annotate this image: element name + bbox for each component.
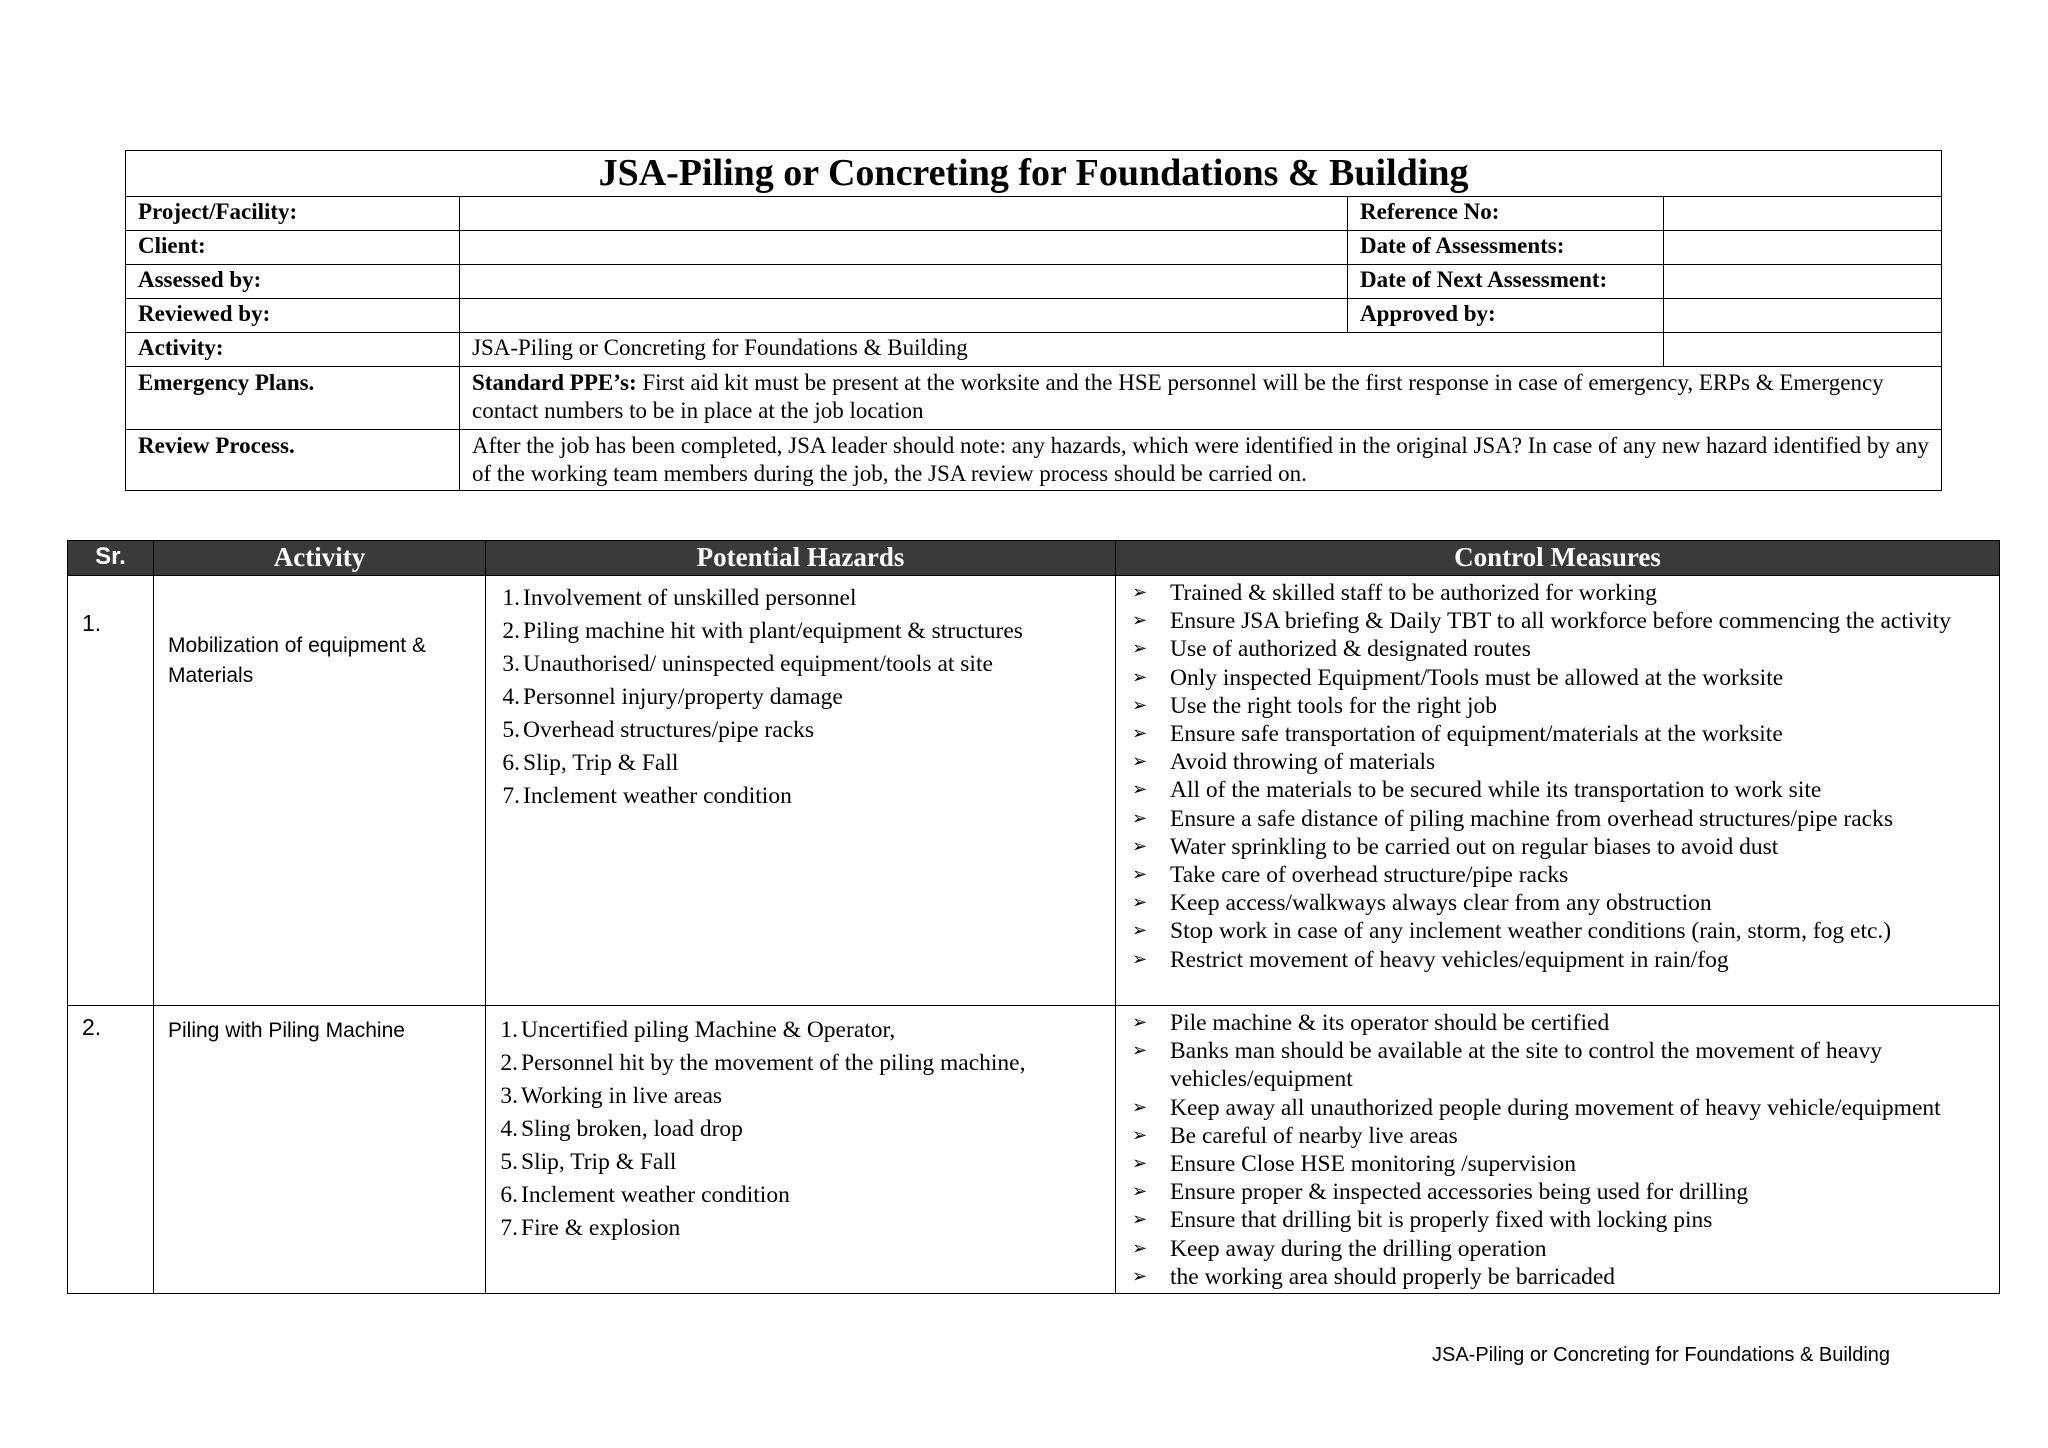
reviewed-by-label: Reviewed by:	[126, 299, 460, 333]
control-item: ➢ Ensure proper & inspected accessories being used for drilling	[1126, 1178, 1989, 1206]
control-list	[1126, 579, 1989, 974]
control-item: ➢ Stop work in case of any inclement weather conditions (rain, storm, fog etc.)	[1126, 917, 1989, 945]
arrow-bullet-icon: ➢	[1132, 638, 1148, 660]
arrow-bullet-icon: ➢	[1132, 1181, 1148, 1203]
hazard-item: 2. Personnel hit by the movement of the piling machine,	[500, 1050, 1026, 1076]
arrow-bullet-icon: ➢	[1132, 779, 1148, 801]
col-header-hazards: Potential Hazards	[486, 541, 1116, 576]
control-item: ➢ Ensure a safe distance of piling machine from overhead structures/pipe racks	[1126, 805, 1989, 833]
control-item: ➢ Use of authorized & designated routes	[1126, 635, 1989, 663]
control-item: ➢ Ensure Close HSE monitoring /supervision	[1126, 1150, 1989, 1178]
project-value	[460, 197, 1348, 231]
arrow-bullet-icon: ➢	[1132, 1237, 1148, 1259]
arrow-bullet-icon: ➢	[1132, 1040, 1148, 1062]
control-item: ➢ Use the right tools for the right job	[1126, 692, 1989, 720]
hazard-item: 5. Slip, Trip & Fall	[500, 1149, 677, 1175]
reviewed-by-value	[460, 299, 1348, 333]
control-item: ➢ Be careful of nearby live areas	[1126, 1122, 1989, 1150]
col-header-activity: Activity	[154, 541, 486, 576]
control-item: ➢ Avoid throwing of materials	[1126, 748, 1989, 776]
arrow-bullet-icon: ➢	[1132, 666, 1148, 688]
emergency-plans-text: First aid kit must be present at the worksite and the HSE personnel will be the first response in case of emergency, ERPs & Emergency contact numbers to be in place at the job location	[472, 370, 1884, 423]
control-item: ➢ the working area should properly be barricaded	[1126, 1263, 1989, 1291]
review-process-value: After the job has been completed, JSA leader should note: any hazards, which were identified in the original JSA? In case of any new hazard identified by any of the working team members during the job, the JSA review process should be carried on.	[460, 430, 1942, 491]
client-value	[460, 231, 1348, 265]
arrow-bullet-icon: ➢	[1132, 694, 1148, 716]
col-header-sr: Sr.	[68, 541, 154, 576]
activity-label: Activity:	[126, 333, 460, 367]
arrow-bullet-icon: ➢	[1132, 1209, 1148, 1231]
hazard-item: 4. Personnel injury/property damage	[502, 684, 843, 710]
row-sr-number: 2.	[68, 1006, 154, 1294]
table-row	[68, 1006, 2000, 1294]
arrow-bullet-icon: ➢	[1132, 948, 1148, 970]
row-controls	[1116, 576, 2000, 1006]
control-item: ➢ Water sprinkling to be carried out on regular biases to avoid dust	[1126, 833, 1989, 861]
arrow-bullet-icon: ➢	[1132, 1153, 1148, 1175]
hazard-item: 3. Working in live areas	[500, 1083, 723, 1109]
control-item: ➢ Ensure safe transportation of equipment/materials at the worksite	[1126, 720, 1989, 748]
assessed-by-label: Assessed by:	[126, 265, 460, 299]
hazard-item: 3. Unauthorised/ uninspected equipment/tools at site	[502, 651, 993, 677]
control-item: ➢ Banks man should be available at the site to control the movement of heavy vehicles/equipment	[1126, 1037, 1989, 1093]
review-process-label: Review Process.	[126, 430, 460, 491]
approved-by-value	[1664, 299, 1942, 333]
page-footer: JSA-Piling or Concreting for Foundations & Building	[1432, 1344, 1891, 1366]
control-item: ➢ All of the materials to be secured while its transportation to work site	[1126, 776, 1989, 804]
hazard-item: 1. Uncertified piling Machine & Operator,	[500, 1017, 896, 1043]
document-title: JSA-Piling or Concreting for Foundations & Building	[126, 151, 1942, 197]
jsa-header-table	[125, 150, 1942, 491]
arrow-bullet-icon: ➢	[1132, 582, 1148, 603]
date-assessment-label: Date of Assessments:	[1348, 231, 1664, 265]
hazard-list	[496, 582, 1105, 813]
hazard-item: 5. Overhead structures/pipe racks	[502, 717, 815, 743]
arrow-bullet-icon: ➢	[1132, 892, 1148, 914]
hazard-item: 4. Sling broken, load drop	[500, 1116, 743, 1142]
date-assessment-value	[1664, 231, 1942, 265]
activity-value: JSA-Piling or Concreting for Foundations & Building	[460, 333, 1664, 367]
hazard-item: 7. Inclement weather condition	[502, 783, 792, 809]
control-item: ➢ Ensure JSA briefing & Daily TBT to all workforce before commencing the activity	[1126, 607, 1989, 635]
table-header-row	[68, 541, 2000, 576]
arrow-bullet-icon: ➢	[1132, 723, 1148, 745]
hazard-item: 6. Inclement weather condition	[500, 1182, 790, 1208]
control-item: ➢ Keep away all unauthorized people during movement of heavy vehicle/equipment	[1126, 1094, 1989, 1122]
row-activity: Piling with Piling Machine	[154, 1006, 486, 1294]
control-item: ➢ Keep away during the drilling operation	[1126, 1235, 1989, 1263]
next-assessment-label: Date of Next Assessment:	[1348, 265, 1664, 299]
assessed-by-value	[460, 265, 1348, 299]
hazard-item: 2. Piling machine hit with plant/equipment & structures	[502, 618, 1023, 644]
row-sr-number: 1.	[68, 576, 154, 1006]
arrow-bullet-icon: ➢	[1132, 751, 1148, 773]
hazard-item: 6. Slip, Trip & Fall	[502, 750, 679, 776]
hazard-control-table	[67, 540, 2000, 1294]
arrow-bullet-icon: ➢	[1132, 920, 1148, 942]
control-item: ➢ Trained & skilled staff to be authorized for working	[1126, 579, 1989, 607]
arrow-bullet-icon: ➢	[1132, 1265, 1148, 1287]
control-item: ➢ Ensure that drilling bit is properly fixed with locking pins	[1126, 1206, 1989, 1234]
row-controls	[1116, 1006, 2000, 1294]
hazard-item: 1. Involvement of unskilled personnel	[502, 585, 857, 611]
control-item: ➢ Take care of overhead structure/pipe racks	[1126, 861, 1989, 889]
control-item: ➢ Restrict movement of heavy vehicles/equipment in rain/fog	[1126, 946, 1989, 974]
approved-by-label: Approved by:	[1348, 299, 1664, 333]
emergency-plans-label: Emergency Plans.	[126, 367, 460, 430]
arrow-bullet-icon: ➢	[1132, 1096, 1148, 1118]
col-header-controls: Control Measures	[1116, 541, 2000, 576]
row-hazards	[486, 1006, 1116, 1294]
hazard-item: 7. Fire & explosion	[500, 1215, 681, 1241]
control-item: ➢ Pile machine & its operator should be certified	[1126, 1009, 1989, 1037]
control-item: ➢ Keep access/walkways always clear from any obstruction	[1126, 889, 1989, 917]
row-activity: Mobilization of equipment & Materials	[154, 576, 486, 1006]
next-assessment-value	[1664, 265, 1942, 299]
emergency-plans-value	[460, 367, 1942, 430]
standard-ppe-label: Standard PPE’s:	[472, 370, 637, 395]
control-list	[1126, 1009, 1989, 1291]
hazard-list	[496, 1012, 1105, 1245]
arrow-bullet-icon: ➢	[1132, 835, 1148, 857]
arrow-bullet-icon: ➢	[1132, 864, 1148, 886]
reference-value	[1664, 197, 1942, 231]
arrow-bullet-icon: ➢	[1132, 1012, 1148, 1033]
table-row	[68, 576, 2000, 1006]
project-label: Project/Facility:	[126, 197, 460, 231]
activity-extra-cell	[1664, 333, 1942, 367]
reference-label: Reference No:	[1348, 197, 1664, 231]
row-hazards	[486, 576, 1116, 1006]
control-item: ➢ Only inspected Equipment/Tools must be allowed at the worksite	[1126, 664, 1989, 692]
client-label: Client:	[126, 231, 460, 265]
arrow-bullet-icon: ➢	[1132, 1124, 1148, 1146]
arrow-bullet-icon: ➢	[1132, 610, 1148, 632]
arrow-bullet-icon: ➢	[1132, 807, 1148, 829]
